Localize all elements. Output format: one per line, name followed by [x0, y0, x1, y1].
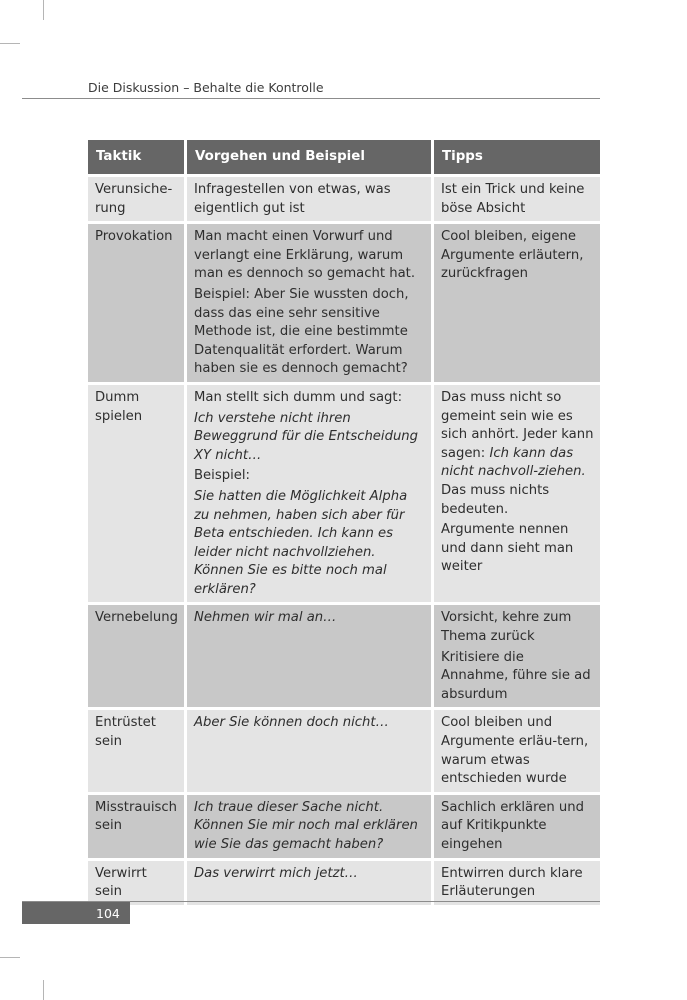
cell-text: Ich traue dieser Sache nicht. Können Sie mir noch mal erklären wie Sie das gemacht haben? — [194, 799, 418, 852]
cell-text — [441, 389, 594, 519]
cell-text: Kritisiere die Annahme, führe sie ad absurdum — [441, 649, 591, 702]
cell-taktik — [88, 861, 184, 905]
cell-tipps — [434, 224, 600, 382]
crop-mark-left-top — [0, 43, 20, 44]
cell-text: Beispiel: Aber Sie wussten doch, dass das eine sehr sensitive Methode ist, die eine bestimmte Datenqualität erfordert. Warum haben sie es dennoch gemacht? — [194, 286, 409, 377]
cell-tipps — [434, 710, 600, 791]
cell-text: Sie hatten die Möglichkeit Alpha zu nehmen, haben sich aber für Beta entschieden. Ich kann es leider nicht nachvollziehen. Können Sie es bitte noch mal erklären? — [194, 488, 408, 597]
cell-text: Beispiel: — [194, 468, 250, 484]
cell-taktik — [88, 795, 184, 858]
cell-text: Misstrauisch sein — [95, 799, 177, 834]
cell-text: Aber Sie können doch nicht… — [194, 715, 389, 731]
tactics-table — [85, 137, 603, 908]
text-run: Das muss nicht so gemeint sein wie es sich anhört. Jeder kann sagen: — [441, 389, 594, 461]
crop-mark-top — [43, 0, 44, 20]
header-rule — [22, 98, 600, 99]
table-row — [88, 385, 600, 603]
header-taktik: Taktik — [88, 140, 184, 174]
cell-taktik — [88, 605, 184, 707]
cell-taktik — [88, 385, 184, 603]
cell-taktik — [88, 224, 184, 382]
cell-text: Verwirrt sein — [95, 865, 147, 900]
cell-text: Nehmen wir mal an… — [194, 610, 337, 626]
cell-text: Entwirren durch klare Erläuterungen — [441, 865, 583, 900]
cell-tipps — [434, 605, 600, 707]
table-row — [88, 177, 600, 221]
header-vorgehen: Vorgehen und Beispiel — [187, 140, 431, 174]
cell-text: Provokation — [95, 229, 173, 245]
cell-text: Cool bleiben und Argumente erläu-tern, warum etwas entschieden wurde — [441, 715, 589, 787]
cell-text: Dumm spielen — [95, 389, 143, 424]
cell-vorgehen — [187, 385, 431, 603]
table-row — [88, 605, 600, 707]
running-head: Die Diskussion – Behalte die Kontrolle — [88, 80, 324, 95]
cell-text: Ich verstehe nicht ihren Beweggrund für die Entscheidung XY nicht… — [194, 410, 419, 463]
cell-text: Man macht einen Vorwurf und verlangt eine Erklärung, warum man es dennoch so gemacht hat. — [194, 229, 416, 282]
cell-tipps — [434, 385, 600, 603]
cell-taktik — [88, 177, 184, 221]
table-row — [88, 861, 600, 905]
cell-tipps — [434, 177, 600, 221]
cell-tipps — [434, 861, 600, 905]
cell-vorgehen — [187, 605, 431, 707]
crop-mark-left-bottom — [0, 957, 20, 958]
header-tipps: Tipps — [434, 140, 600, 174]
cell-text: Vernebelung — [95, 610, 179, 626]
cell-vorgehen — [187, 177, 431, 221]
cell-vorgehen — [187, 861, 431, 905]
cell-vorgehen — [187, 710, 431, 791]
cell-text: Ist ein Trick und keine böse Absicht — [441, 182, 585, 216]
table-row — [88, 795, 600, 858]
table-row — [88, 224, 600, 382]
cell-text: Cool bleiben, eigene Argumente erläutern, zurückfragen — [441, 229, 584, 282]
table-row — [88, 710, 600, 791]
table-header-row — [88, 140, 600, 174]
cell-text: Man stellt sich dumm und sagt: — [194, 389, 403, 405]
cell-text: Vorsicht, kehre zum Thema zurück — [441, 610, 572, 645]
crop-mark-bottom — [43, 980, 44, 1000]
cell-text: Infragestellen von etwas, was eigentlich gut ist — [194, 182, 391, 216]
cell-tipps — [434, 795, 600, 858]
text-run: Das muss nichts bedeuten. — [441, 482, 550, 517]
cell-text: Entrüstet sein — [95, 715, 156, 750]
text-run: Ich kann das nicht nachvoll-ziehen. — [441, 445, 586, 480]
page-number-box — [22, 902, 130, 924]
cell-vorgehen — [187, 795, 431, 858]
cell-vorgehen — [187, 224, 431, 382]
cell-text: Das verwirrt mich jetzt… — [194, 865, 358, 881]
page-number: 104 — [96, 905, 120, 921]
cell-taktik — [88, 710, 184, 791]
cell-text: Verunsiche- rung — [95, 182, 173, 216]
cell-text: Sachlich erklären und auf Kritikpunkte eingehen — [441, 799, 584, 852]
cell-text: Argumente nennen und dann sieht man weiter — [441, 522, 574, 575]
